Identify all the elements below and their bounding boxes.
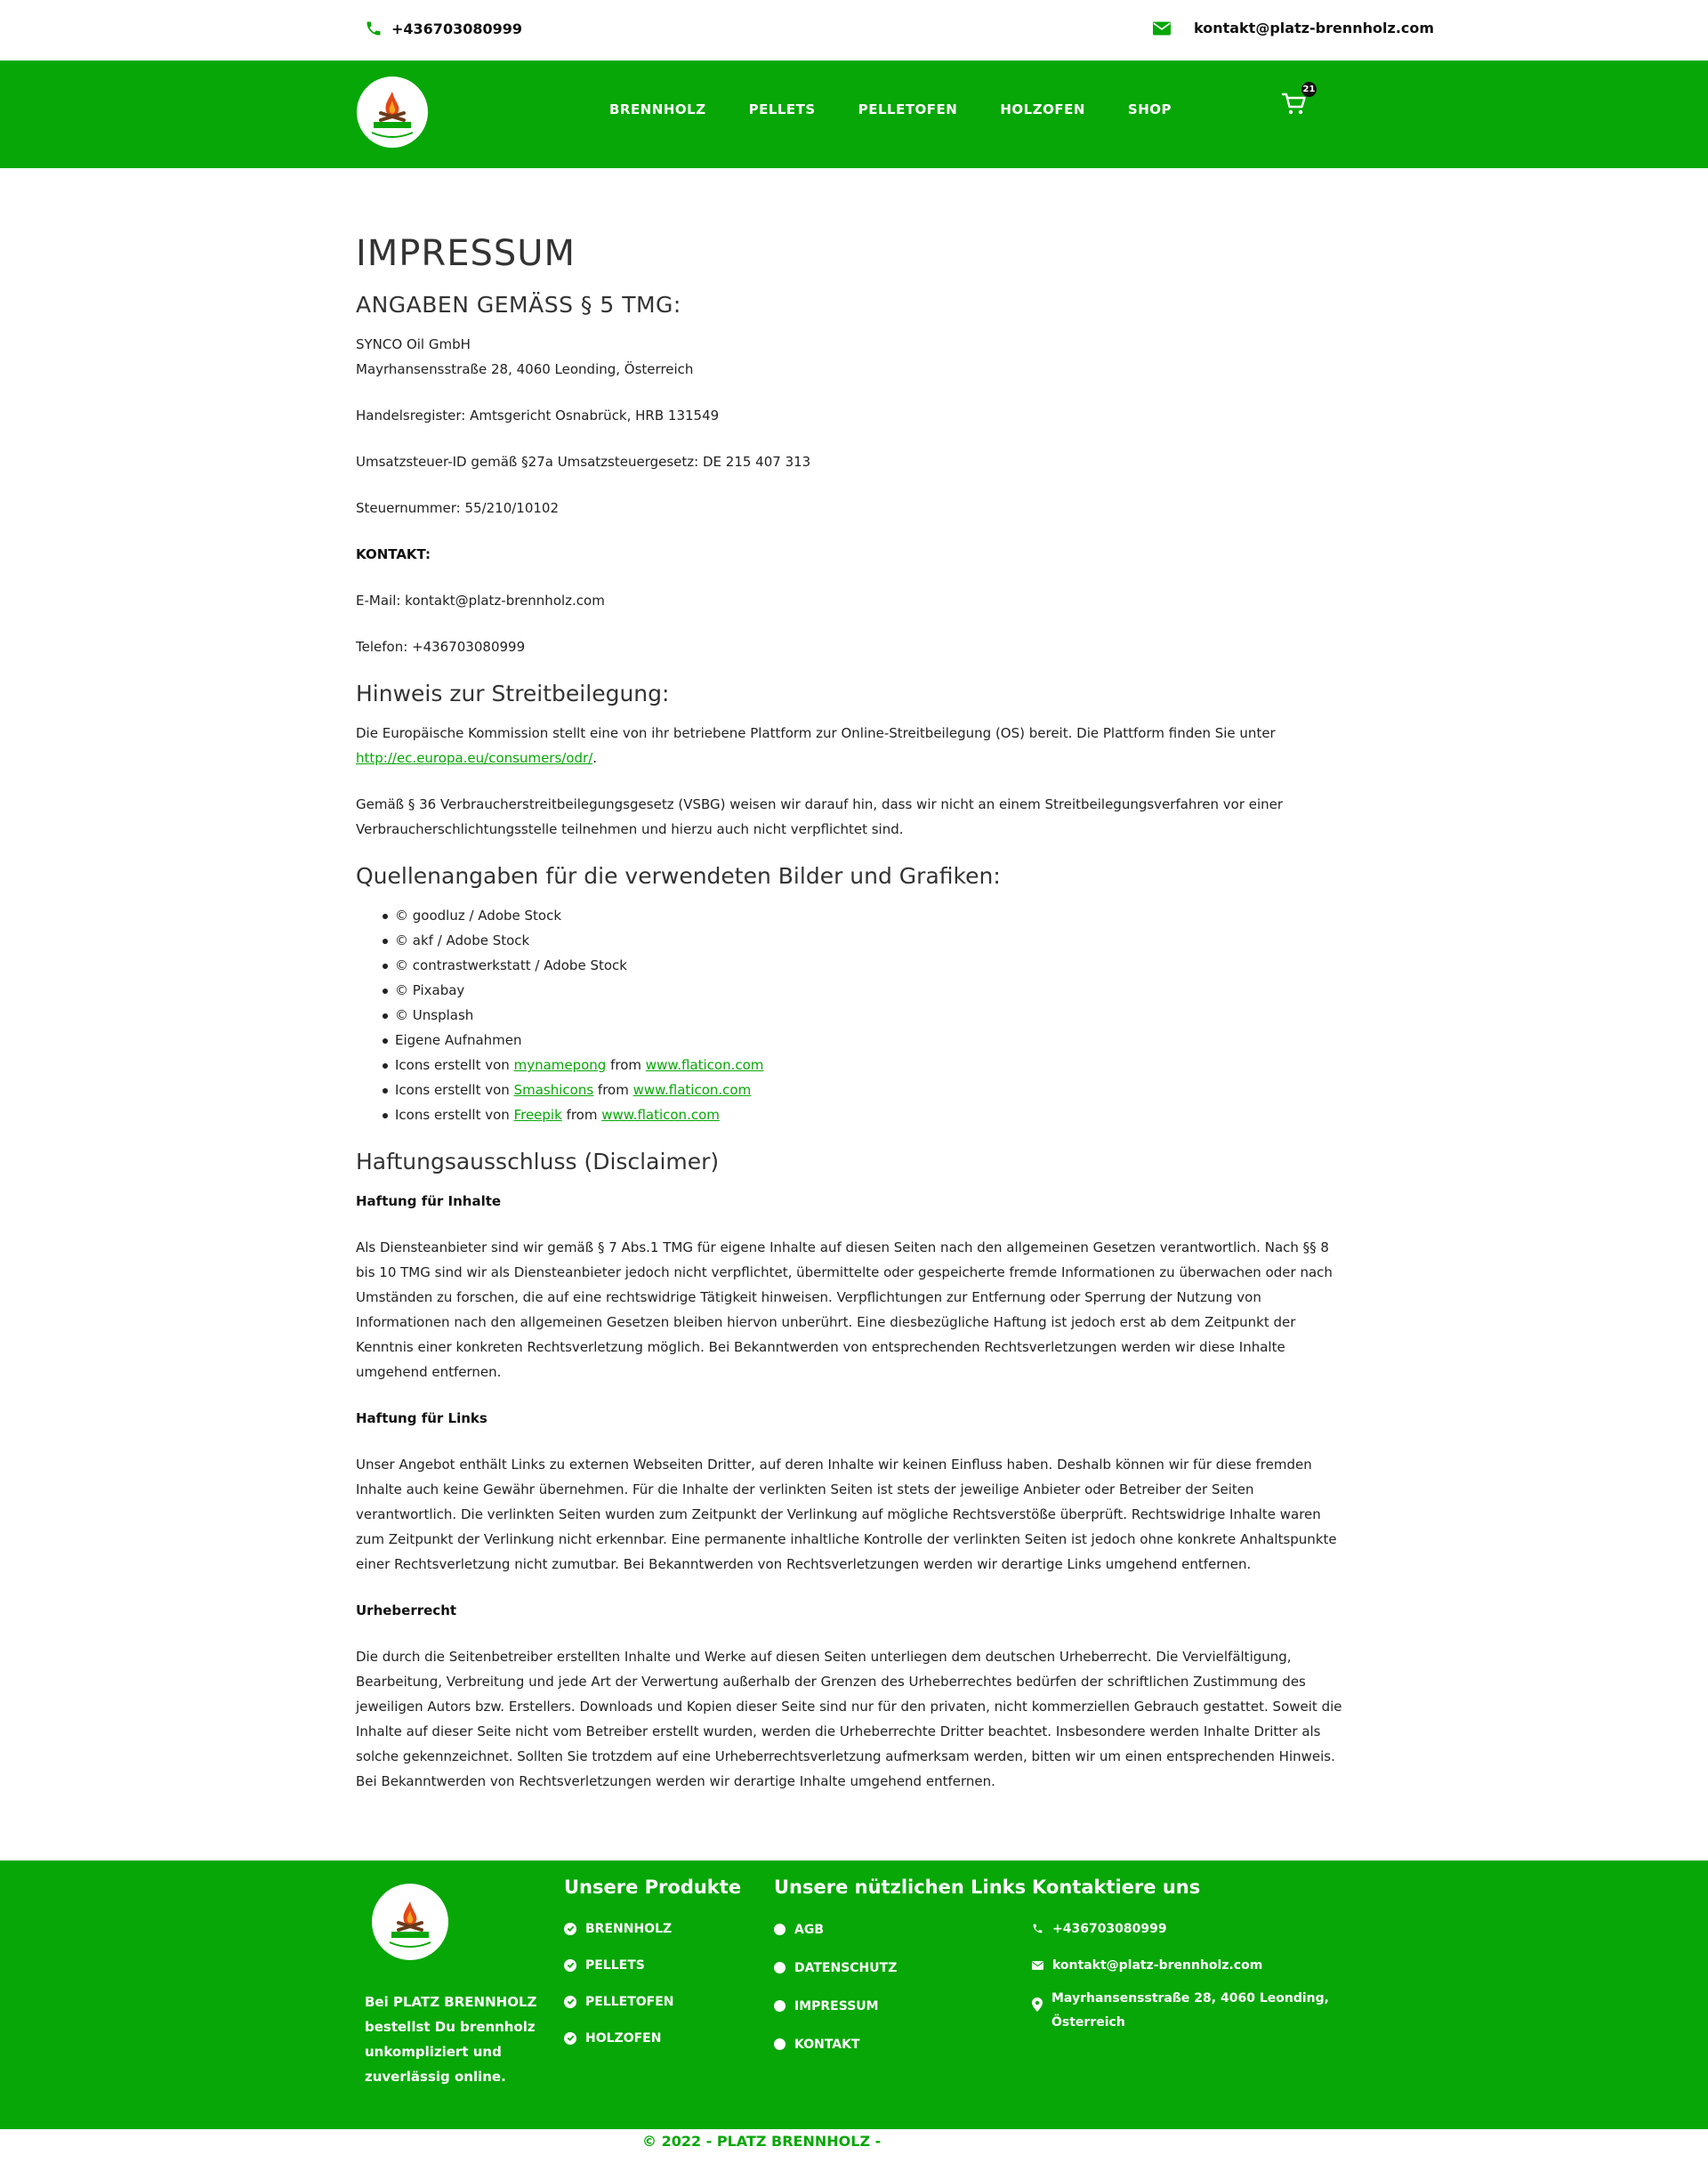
vat-text: Umsatzsteuer-ID gemäß §27a Umsatzsteuergesetz: DE 215 407 313 [356,454,811,470]
disclaimer-heading: Haftungsausschluss (Disclaimer) [356,1149,720,1174]
footer-product-label: PELLETOFEN [585,1994,674,2009]
check-circle-icon [564,2032,576,2045]
footer-link-agb[interactable] [774,1910,1026,1949]
contact-heading: KONTAKT: [356,546,431,562]
credit-mid: from [606,1057,646,1073]
footer-product-label: BRENNHOLZ [585,1921,673,1936]
credit-prefix: Icons erstellt von [395,1107,514,1123]
copyright-line: © 2022 - PLATZ BRENNHOLZ - [642,2133,882,2150]
credit-site-link[interactable]: www.flaticon.com [601,1107,720,1123]
footer-link-label: IMPRESSUM [794,1998,879,2014]
liability-content-text: Als Diensteanbieter sind wir gemäß § 7 Abs.1 TMG für eigene Inhalte auf diesen Seiten nach den allgemeinen Gesetzen verantwortlich. Nach §§ 8 bis 10 TMG sind wir als Diensteanbieter jedoch nicht verpflichtet, übermittelte oder gespeicherte fremde Informationen zu überwachen oder nach Umständen zu forschen, die auf eine rechtswidrige Tätigkeit hinweisen. Verpflichtungen zur Entfernung oder Sperrung der Nutzung von Informationen nach den allgemeinen Gesetzen bleiben hiervon unberührt. Eine diesbezügliche Haftung ist jedoch erst ab dem Zeitpunkt der Kenntnis einer konkreten Rechtsverletzung möglich. Bei Bekanntwerden von entsprechenden Rechtsverletzungen werden wir diese Inhalte umgehend entfernen. [356,1239,1333,1380]
footer-email[interactable] [1032,1947,1336,1983]
list-item [383,1077,1352,1102]
nav-shop[interactable]: SHOP [1127,101,1172,117]
sources-heading: Quellenangaben für die verwendeten Bilder und Grafiken: [356,863,1001,889]
footer-links-heading: Unsere nützlichen Links [774,1876,1027,1898]
company-name: SYNCO Oil GmbH [356,336,471,352]
check-circle-icon [564,1923,576,1935]
list-item [383,1053,1352,1077]
list-item: © goodluz / Adobe Stock [383,903,1352,928]
credit-author-link[interactable]: Smashicons [513,1082,594,1098]
phone-icon [365,20,383,37]
footer-email-text: kontakt@platz-brennholz.com [1052,1957,1263,1973]
footer-address [1032,1987,1336,2035]
phone-line: Telefon: +436703080999 [356,639,526,655]
campfire-logo-icon [361,81,423,143]
dispute-paragraph-2: Gemäß § 36 Verbraucherstreitbeilegungsgesetz (VSBG) weisen wir darauf hin, dass wir nicht an einem Streitbeilegungsverfahren vor einer Verbraucherschlichtungsstelle teilnehmen und hierzu auch nicht verpflichtet sind. [356,796,1284,837]
envelope-icon [1153,21,1171,36]
sources-list [383,903,1352,1127]
top-contact-bar [0,0,1708,61]
nav-pellets[interactable]: PELLETS [748,101,816,117]
liability-content-heading: Haftung für Inhalte [356,1193,502,1209]
dispute-heading: Hinweis zur Streitbeilegung: [356,681,670,706]
dispute-paragraph-1 [356,721,1352,771]
page-title: IMPRESSUM [356,233,576,274]
email-line: E-Mail: kontakt@platz-brennholz.com [356,593,605,609]
credit-prefix: Icons erstellt von [395,1057,514,1073]
footer-products-heading: Unsere Produkte [564,1876,742,1898]
footer-product-pellets[interactable] [564,1947,741,1983]
credit-prefix: Icons erstellt von [395,1082,514,1098]
credit-mid: from [593,1082,633,1098]
site-header [0,61,1708,168]
phone-icon [1032,1923,1043,1934]
footer-product-label: HOLZOFEN [585,2030,662,2046]
impressum-content [356,233,1352,1815]
credit-author-link[interactable]: mynamepong [513,1057,607,1073]
nav-pelletofen[interactable]: PELLETOFEN [858,101,958,117]
company-block [356,332,1352,382]
top-email-link[interactable] [1153,20,1434,36]
copyright-heading: Urheberrecht [356,1602,457,1618]
tax-number-text: Steuernummer: 55/210/10102 [356,500,560,516]
campfire-logo-icon [379,1891,441,1953]
footer-about-text: Bei PLATZ BRENNHOLZ bestellst Du brennholz unkompliziert und zuverlässig online. [365,1994,537,2085]
footer-phone[interactable] [1032,1910,1336,1947]
list-item: © Unsplash [383,1003,1352,1028]
list-item: © akf / Adobe Stock [383,928,1352,953]
check-circle-icon [564,1996,576,2008]
top-phone-text: +436703080999 [391,20,522,37]
section-heading-tmg: ANGABEN GEMÄSS § 5 TMG: [356,292,681,318]
envelope-icon [1032,1961,1043,1970]
list-item: © contrastwerkstatt / Adobe Stock [383,953,1352,978]
credit-mid: from [561,1107,602,1123]
footer-link-label: DATENSCHUTZ [794,1960,898,1975]
liability-links-text: Unser Angebot enthält Links zu externen Webseiten Dritter, auf deren Inhalte wir keinen Einfluss haben. Deshalb können wir für diese fremden Inhalte auch keine Gewähr übernehmen. Für die Inhalte der verlinkten Seiten ist stets der jeweilige Anbieter oder Betreiber der Seiten verantwortlich. Die verlinkten Seiten wurden zum Zeitpunkt der Verlinkung auf mögliche Rechtsverstöße überprüft. Rechtswidrige Inhalte waren zum Zeitpunkt der Verlinkung nicht erkennbar. Eine permanente inhaltliche Kontrolle der verlinkten Seiten ist jedoch ohne konkrete Anhaltspunkte einer Rechtsverletzung nicht zumutbar. Bei Bekanntwerden von Rechtsverletzungen werden wir derartige Links umgehend entfernen. [356,1457,1337,1572]
top-email-text: kontakt@platz-brennholz.com [1194,20,1435,36]
company-address: Mayrhansensstraße 28, 4060 Leonding, Österreich [356,361,694,377]
dispute-text-a: Die Europäische Kommission stellt eine von ihr betriebene Plattform zur Online-Streitbeilegung (OS) bereit. Die Plattform finden Sie unter [356,725,1276,741]
footer-address-text: Mayrhansensstraße 28, 4060 Leonding, Österreich [1051,1991,1329,2030]
footer-contact [1032,1876,1336,2035]
credit-author-link[interactable]: Freepik [513,1107,562,1123]
list-item [383,1102,1352,1127]
register-text: Handelsregister: Amtsgericht Osnabrück, HRB 131549 [356,408,720,424]
footer-contact-heading: Kontaktiere uns [1032,1876,1201,1898]
liability-links-heading: Haftung für Links [356,1410,487,1426]
nav-brennholz[interactable]: BRENNHOLZ [609,101,706,117]
top-phone-link[interactable] [365,20,522,37]
list-item: Eigene Aufnahmen [383,1028,1352,1053]
list-item: © Pixabay [383,978,1352,1003]
footer-products [564,1876,741,2056]
map-pin-icon [1032,1998,1043,2012]
main-nav [609,101,1214,117]
footer-logo[interactable] [372,1884,448,1960]
footer-product-pelletofen[interactable] [564,1983,741,2020]
credit-site-link[interactable]: www.flaticon.com [645,1057,764,1073]
footer-phone-text: +436703080999 [1052,1921,1167,1936]
bullet-icon [774,2038,786,2050]
cart-count-badge: 21 [1301,82,1317,97]
credit-site-link[interactable]: www.flaticon.com [632,1082,752,1098]
footer-link-impressum[interactable] [774,1987,1026,2025]
footer-product-brennholz[interactable] [564,1910,741,1947]
footer-link-datenschutz[interactable] [774,1949,1026,1987]
footer-links [774,1876,1026,2063]
odr-link[interactable]: http://ec.europa.eu/consumers/odr/ [356,750,593,766]
copyright-text: Die durch die Seitenbetreiber erstellten Inhalte und Werke auf diesen Seiten unterliegen dem deutschen Urheberrecht. Die Vervielfältigung, Bearbeitung, Verbreitung und jede Art der Verwertung außerhalb der Grenzen des Urheberrechtes bedürfen der schriftlichen Zustimmung des jeweiligen Autors bzw. Erstellers. Downloads und Kopien dieser Seite sind nur für den privaten, nicht kommerziellen Gebrauch gestattet. Soweit die Inhalte auf dieser Seite nicht vom Betreiber erstellt wurden, werden die Urheberrechte Dritter beachtet. Insbesondere werden Inhalte Dritter als solche gekennzeichnet. Sollten Sie trotzdem auf eine Urheberrechtsverletzung aufmerksam werden, bitten wir um einen entsprechenden Hinweis. Bei Bekanntwerden von Rechtsverletzungen werden wir derartige Inhalte umgehend entfernen. [356,1649,1342,1789]
footer-product-label: PELLETS [585,1957,645,1973]
footer-link-label: AGB [794,1922,824,1937]
footer-product-holzofen[interactable] [564,2020,741,2056]
site-logo[interactable] [354,74,431,150]
bullet-icon [774,1962,786,1973]
footer-link-kontakt[interactable] [774,2025,1026,2063]
site-footer [0,1860,1708,2129]
check-circle-icon [564,1959,576,1972]
footer-link-label: KONTAKT [794,2037,860,2052]
bullet-icon [774,1924,786,1935]
dispute-text-b: . [592,750,598,766]
bullet-icon [774,2000,786,2012]
nav-holzofen[interactable]: HOLZOFEN [1000,101,1085,117]
